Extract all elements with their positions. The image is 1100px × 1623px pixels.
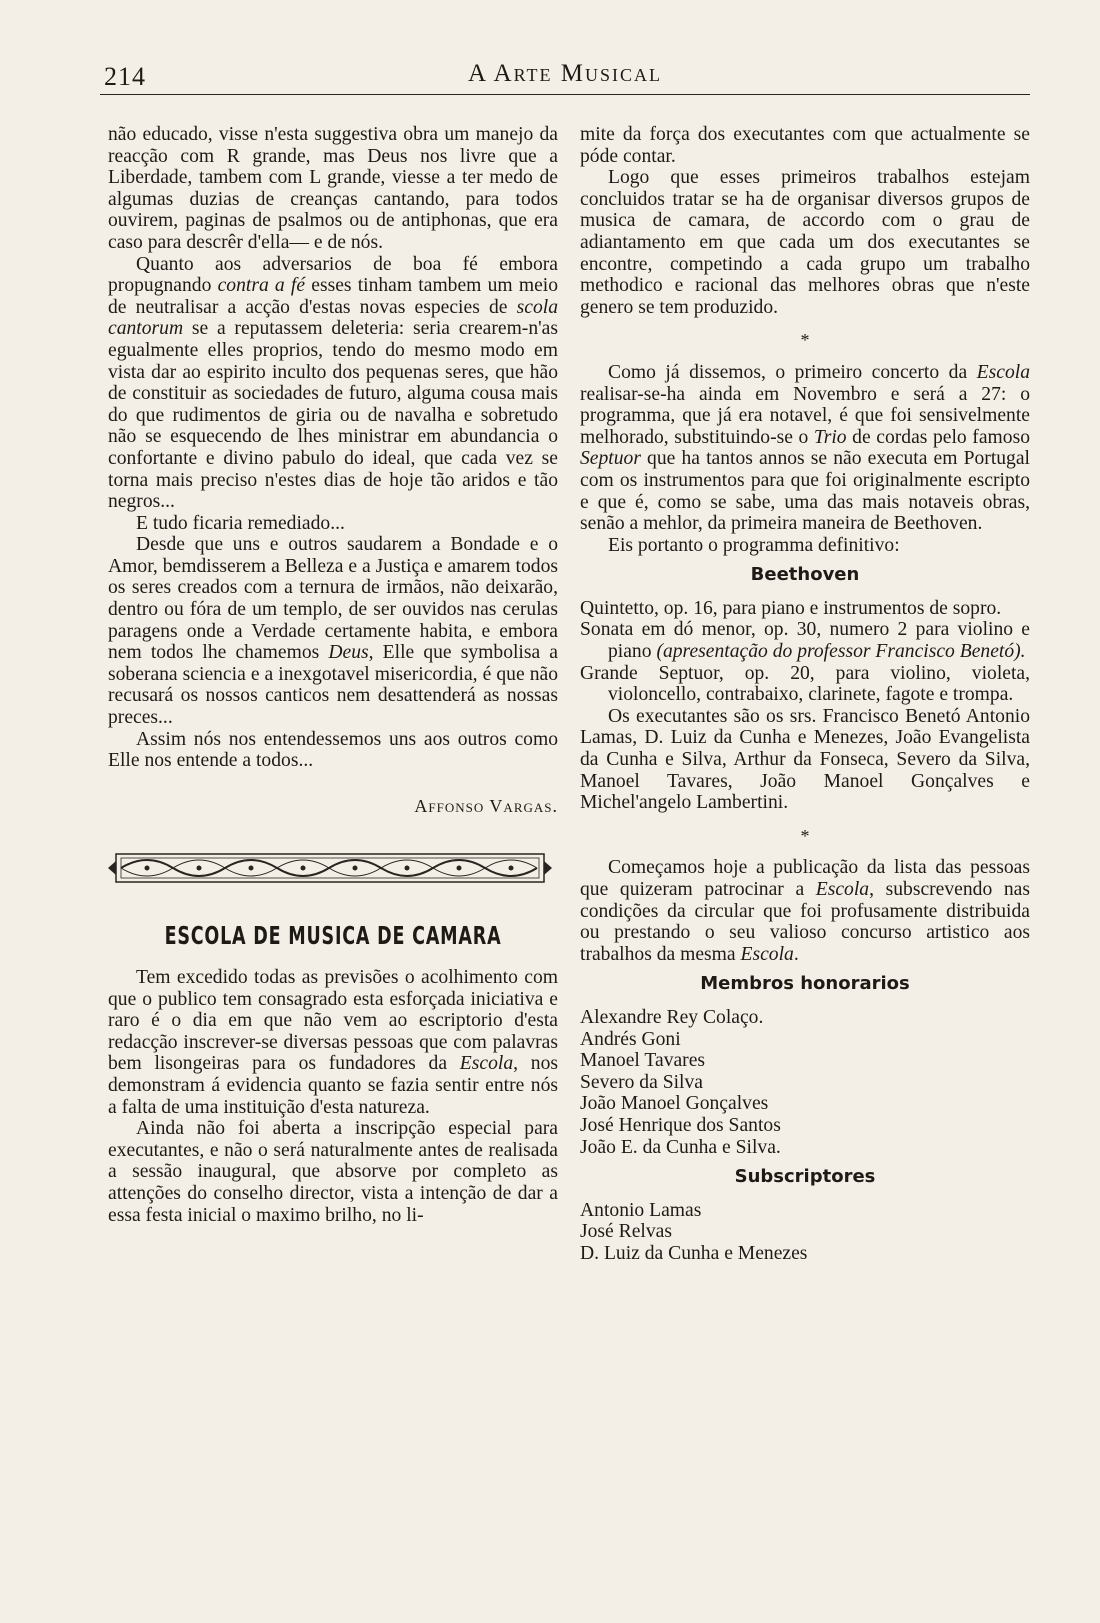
text-run: Como já dissemos, o primeiro concerto da — [608, 361, 977, 383]
right-column — [580, 124, 1030, 1265]
text-run: Quanto aos adversarios de boa fé embora propugnando — [108, 253, 558, 297]
running-title: A Arte Musical — [468, 60, 662, 87]
intro-paragraph: não educado, visse n'esta suggestiva obra um manejo da reacção com R grande, mas Deus nos livre que a Liberdade, tambem com L grande, viesse a ter medo de algumas duzias de creanças cantando, para todos ouvirem, paginas de psalmos ou de antiphonas, que era caso para descrêr d'ella— e de nós. — [108, 124, 558, 253]
paragraph-bondade — [108, 534, 558, 728]
paragraph-entendessemos: Assim nós nos entendessemos uns aos outros como Elle nos entende a todos... — [108, 728, 558, 772]
program-item-sonata — [580, 619, 1030, 662]
text-run: Tem excedido todas as previsões o acolhimento com que o publico tem consagrado esta esforçada iniciativa e raro é o dia em que não vem ao escriptorio d'esta redacção inscrever-se diversas pessoas que com palavras bem lisongeiras para os fundadores da — [108, 967, 558, 1075]
text-run: Sonata em dó menor, op. 30, numero 2 para violino e piano — [580, 619, 1030, 663]
honorary-members-list — [580, 1007, 1030, 1158]
list-item: Alexandre Rey Colaço. — [580, 1006, 764, 1028]
page-number: 214 — [104, 62, 146, 91]
text-run: , Elle que symbolisa a soberana sciencia e a inexgotavel misericordia, é que não recusará os nossos canticos nem desattenderá as nossas preces... — [108, 642, 559, 729]
italic-run: Deus — [328, 642, 369, 664]
paragraph-remediado: E tudo ficaria remediado... — [136, 512, 345, 534]
text-run: Desde que uns e outros saudarem a Bondade e o Amor, bemdisserem a Belleza e a Justiça e amarem todos os seres creados com a ternura de irmãos, não deixarão, dentro ou fóra de um templo, de ser ouvidos nas cerulas paragens onde a Verdade certamente habita, e embora nem todos lhe chamemos — [108, 534, 558, 664]
text-run: de cordas pelo famoso — [846, 426, 1030, 448]
text-run: se a reputassem deleteria: seria crearem-n'as egualmente elles proprios, tendo do mesmo modo em vista dar ao espirito inculto dos pequenas seres, que hão de constituir as sociedades de futuro, alguma cousa mais do que rudimentos de giria ou de navalha e sobretudo não se esquecendo de lhes ministrar em abundancia o confortante e divino pabulo do ideal, que cada vez se torna mais preciso n'estes dias de hoje tão aridos e tão negros... — [108, 318, 558, 513]
text-run: esses tinham tambem um meio de neutralisar a acção d'estas novas especies de — [108, 275, 559, 318]
paragraph-publicacao — [580, 857, 1030, 965]
left-column — [108, 124, 558, 1226]
composer-heading: Beethoven — [750, 564, 860, 586]
list-item: Andrés Goni — [580, 1028, 681, 1050]
list-item: José Henrique dos Santos — [580, 1114, 781, 1136]
text-run: que ha tantos annos se não executa em Portugal com os instrumentos para que foi originalmente escripto e que é, como se sabe, uma das mais notaveis obras, senão a mehlor, da primeira maneira de Beethoven. — [580, 448, 1030, 535]
subscribers-heading: Subscriptores — [734, 1166, 876, 1188]
text-run: , nos demonstram á evidencia quanto se fazia sentir entre nós a falta de uma instituição d'esta natureza. — [108, 1053, 558, 1118]
header-rule — [100, 94, 1030, 95]
paragraph-executantes: Os executantes são os srs. Francisco Benetó Antonio Lamas, D. Luiz da Cunha e Menezes, João Evangelista da Cunha e Silva, Arthur da Fonseca, Severo da Silva, Manoel Tavares, João Manoel Gonçalves e Michel'angelo Lambertini. — [580, 705, 1030, 814]
page-header — [100, 58, 1030, 98]
list-item: José Relvas — [580, 1221, 672, 1243]
italic-run: Septuor — [580, 448, 641, 470]
list-item: D. Luiz da Cunha e Menezes — [580, 1242, 808, 1264]
list-item: João E. da Cunha e Silva. — [580, 1136, 781, 1158]
italic-run: scola cantorum — [108, 296, 558, 340]
section-separator-star: * — [800, 825, 810, 846]
program-item-quintetto: Quintetto, op. 16, para piano e instrumentos de sopro. — [580, 597, 1002, 619]
text-run: , subscrevendo nas condições da circular que foi profusamente distribuida ou prestando o seu valioso concurso artistico aos trabalhos da mesma — [580, 879, 1030, 965]
paragraph-grupos: Logo que esses primeiros trabalhos estejam concluidos tratar se ha de organisar diversos grupos de musica de camara, de accordo com o grau de adiantamento em que cada um dos executantes se encontre, competindo a cada grupo um trabalho methodico e racional das melhores obras que n'este genero se tem produzido. — [580, 167, 1030, 318]
author-signature: Affonso Vargas. — [414, 795, 558, 816]
italic-run: contra a fé — [217, 275, 306, 297]
paragraph-programma: Eis portanto o programma definitivo: — [608, 534, 900, 556]
italic-run: Trio — [813, 426, 847, 448]
honorary-members-heading: Membros honorarios — [700, 973, 910, 995]
text-run: Começamos hoje a publicação da lista das pessoas que quizeram patrocinar a — [580, 857, 1030, 900]
text-run: . — [793, 943, 799, 965]
ornament-graphic — [108, 851, 558, 885]
list-item: Severo da Silva — [580, 1071, 703, 1093]
italic-run: Escola — [459, 1053, 514, 1075]
decorative-ornament-band — [108, 851, 558, 885]
paragraph-adversarios — [108, 254, 558, 513]
paragraph-continuation: mite da força dos executantes com que actualmente se póde contar. — [580, 124, 1030, 167]
italic-run: Escola — [815, 879, 870, 900]
paragraph-concerto — [580, 362, 1030, 535]
list-item: Antonio Lamas — [580, 1199, 702, 1221]
article-paragraph-2: Ainda não foi aberta a inscripção especial para executantes, e não o será naturalmente antes de realisada a sessão inaugural, que absorve por completo as attenções do conselho director, vista a intenção de dar a essa festa inicial o maximo brilho, no li- — [108, 1118, 558, 1226]
text-run: realisar-se-ha ainda em Novembro e será a 27: o programma, que já era notavel, é que foi sensivelmente melhorado, substituindo-se o — [580, 383, 1030, 448]
italic-run: Escola — [976, 361, 1030, 383]
italic-run: (apresentação do professor Francisco Benetó). — [656, 641, 1026, 663]
list-item: João Manoel Gonçalves — [580, 1093, 769, 1115]
italic-run: Escola — [740, 943, 794, 965]
article-paragraph-1 — [108, 967, 558, 1118]
list-item: Manoel Tavares — [580, 1050, 706, 1072]
subscribers-list — [580, 1200, 1030, 1265]
article-title: ESCOLA DE MUSICA DE CAMARA — [164, 921, 502, 951]
section-separator-star: * — [800, 330, 810, 351]
program-item-septuor: Grande Septuor, op. 20, para violino, violeta, violoncello, contrabaixo, clarinete, fagote e trompa. — [580, 662, 1030, 706]
